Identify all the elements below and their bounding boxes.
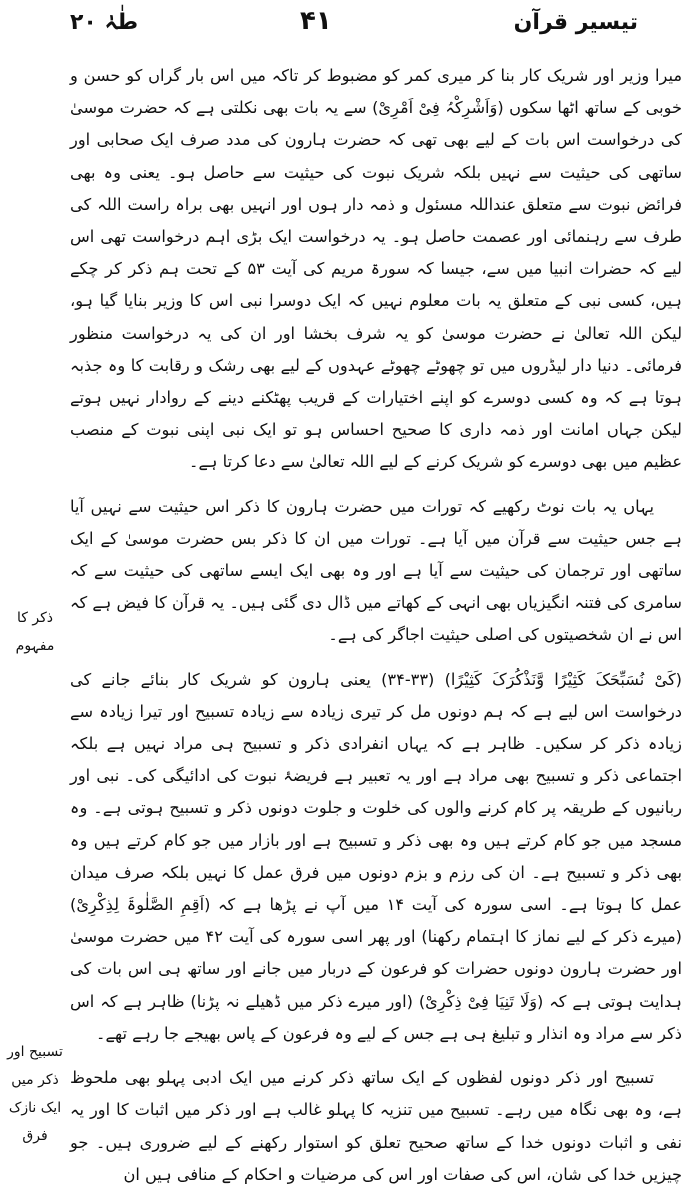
page-number: ۴۱ <box>300 6 332 36</box>
paragraph: (کَیْ نُسَبِّحَکَ کَثِیْرًا وَّنَذْکُرَکَ کَثِیْرًا) (۳۳-۳۴) یعنی ہارون کو شریک کار بنائے جانے کی درخواست اس لیے ہے کہ ہم دونوں مل کر تیری زیادہ سے زیادہ تسبیح اور تیرا زیادہ سے زیادہ ذکر کر سکیں۔ ظاہر ہے کہ یہاں انفرادی ذکر و تسبیح ہی مراد نہیں ہے بلکہ اجتماعی ذکر و تسبیح بھی مراد ہے اور یہ تعبیر ہے فریضۂ نبوت کی ادائیگی کی۔ نبی اور ربانیوں کے طریقہ پر کام کرنے والوں کی خلوت و جلوت دونوں ذکر و تسبیح ہوتی ہے۔ وہ مسجد میں جو کام کرتے ہیں وہ بھی ذکر و تسبیح ہے اور بازار میں جو کام کرتے ہیں وہ بھی ذکر و تسبیح ہے۔ ان کی رزم و بزم دونوں میں فرق عمل کا نہیں بلکہ صرف میدان عمل کا ہوتا ہے۔ اسی سورہ کی آیت ۱۴ میں آپ نے پڑھا ہے کہ (اَقِمِ الصَّلٰوۃَ لِذِکْرِیْ) (میرے ذکر کے لیے نماز کا اہتمام رکھنا) اور پھر اسی سورہ کی آیت ۴۲ میں حضرت موسیٰ اور حضرت ہارون دونوں حضرات کو فرعون کے دربار میں جانے اور ساتھ ہی اس بات کی ہدایت ہوتی ہے کہ (وَلَا تَنِیَا فِیْ ذِکْرِیْ) (اور میرے ذکر میں ڈھیلے نہ پڑنا) ظاہر ہے کہ اس ذکر سے مراد وہ انذار و تبلیغ ہی ہے جس کے لیے وہ فرعون کے پاس بھیجے جا رہے تھے۔ <box>70 669 683 1043</box>
paragraph: میرا وزیر اور شریک کار بنا کر میری کمر کو مضبوط کر تاکہ میں اس بار گراں کو حسن و خوبی کے ساتھ اٹھا سکوں (وَاَشْرِکْہُ فِیْ اَمْرِیْ) سے یہ بات بھی نکلتی ہے کہ حضرت موسیٰ کی درخواست اس بات کے لیے بھی تھی کہ حضرت ہارون کی مدد صرف ایک صحابی اور ساتھی کی حیثیت سے نہیں بلکہ شریک نبوت کی حیثیت سے حاصل ہو۔ یعنی وہ بھی فرائض نبوت سے متعلق عنداللہ مسئول و ذمہ دار ہوں اور انہیں بھی براہ راست اللہ کی طرف سے رہنمائی اور عصمت حاصل ہو۔ یہ درخواست ایک بڑی اہم درخواست تھی اس لیے کہ حضرات انبیا میں سے، جیسا کہ سورۃ مریم کی آیت ۵۳ کے تحت ہم ذکر کر چکے ہیں، کسی نبی کے متعلق یہ بات معلوم نہیں کہ ایک دوسرا نبی اس کا وزیر بنایا گیا ہو، لیکن اللہ تعالیٰ نے حضرت موسیٰ کو یہ شرف بخشا اور ان کی یہ درخواست منظور فرمائی۔ دنیا دار لیڈروں میں تو چھوٹے چھوٹے عہدوں کے لیے بھی رشک و رقابت کا وہ جذبہ ہوتا ہے کہ وہ کسی دوسرے کو اپنے اختیارات کے قریب پھٹکنے دینے کے روادار نہیں ہوتے لیکن جہاں امانت اور ذمہ داری کا صحیح احساس ہو تو ایک نبی اپنی نبوت کے منصب عظیم میں بھی دوسرے کو شریک کرنے کے لیے اللہ تعالیٰ سے دعا کرتا ہے۔ <box>70 66 682 472</box>
book-title: تیسیر قرآن <box>513 10 638 35</box>
body-text <box>70 60 682 1191</box>
margin-note: ذکر کا مفہوم <box>15 610 55 654</box>
page-header <box>0 6 700 46</box>
margin-note: تسبیح اور ذکر میں ایک نازک فرق <box>7 1044 63 1144</box>
paragraph: تسبیح اور ذکر دونوں لفظوں کے ایک ساتھ ذکر کرنے میں ایک ادبی پہلو بھی ملحوظ ہے، وہ بھی نگاہ میں رہے۔ تسبیح میں تنزیہ کا پہلو غالب ہے اور ذکر میں اثبات کا اور یہ نفی و اثبات دونوں خدا کے ساتھ صحیح تعلق کو استوار رکھنے کے لیے ضروری ہیں۔ جو چیزیں خدا کی شان، اس کی صفات اور اس کی مرضیات و احکام کے منافی ہیں ان <box>70 1068 682 1184</box>
surah-reference: طٰہٰ ۲۰ <box>70 10 139 35</box>
paragraph: یہاں یہ بات نوٹ رکھیے کہ تورات میں حضرت ہارون کا ذکر اس حیثیت سے نہیں آیا ہے جس حیثیت سے قرآن میں آیا ہے۔ تورات میں ان کا ذکر بس حضرت موسیٰ کے ایک ساتھی اور ترجمان کی حیثیت سے آیا ہے اور وہ بھی ایک ایسے ساتھی کی حیثیت سے کہ سامری کی فتنہ انگیزیاں بھی انہی کے کھاتے میں ڈال دی گئی ہیں۔ یہ قرآن کا فیض ہے کہ اس نے ان شخصیتوں کی اصلی حیثیت اجاگر کی ہے۔ <box>70 496 682 645</box>
